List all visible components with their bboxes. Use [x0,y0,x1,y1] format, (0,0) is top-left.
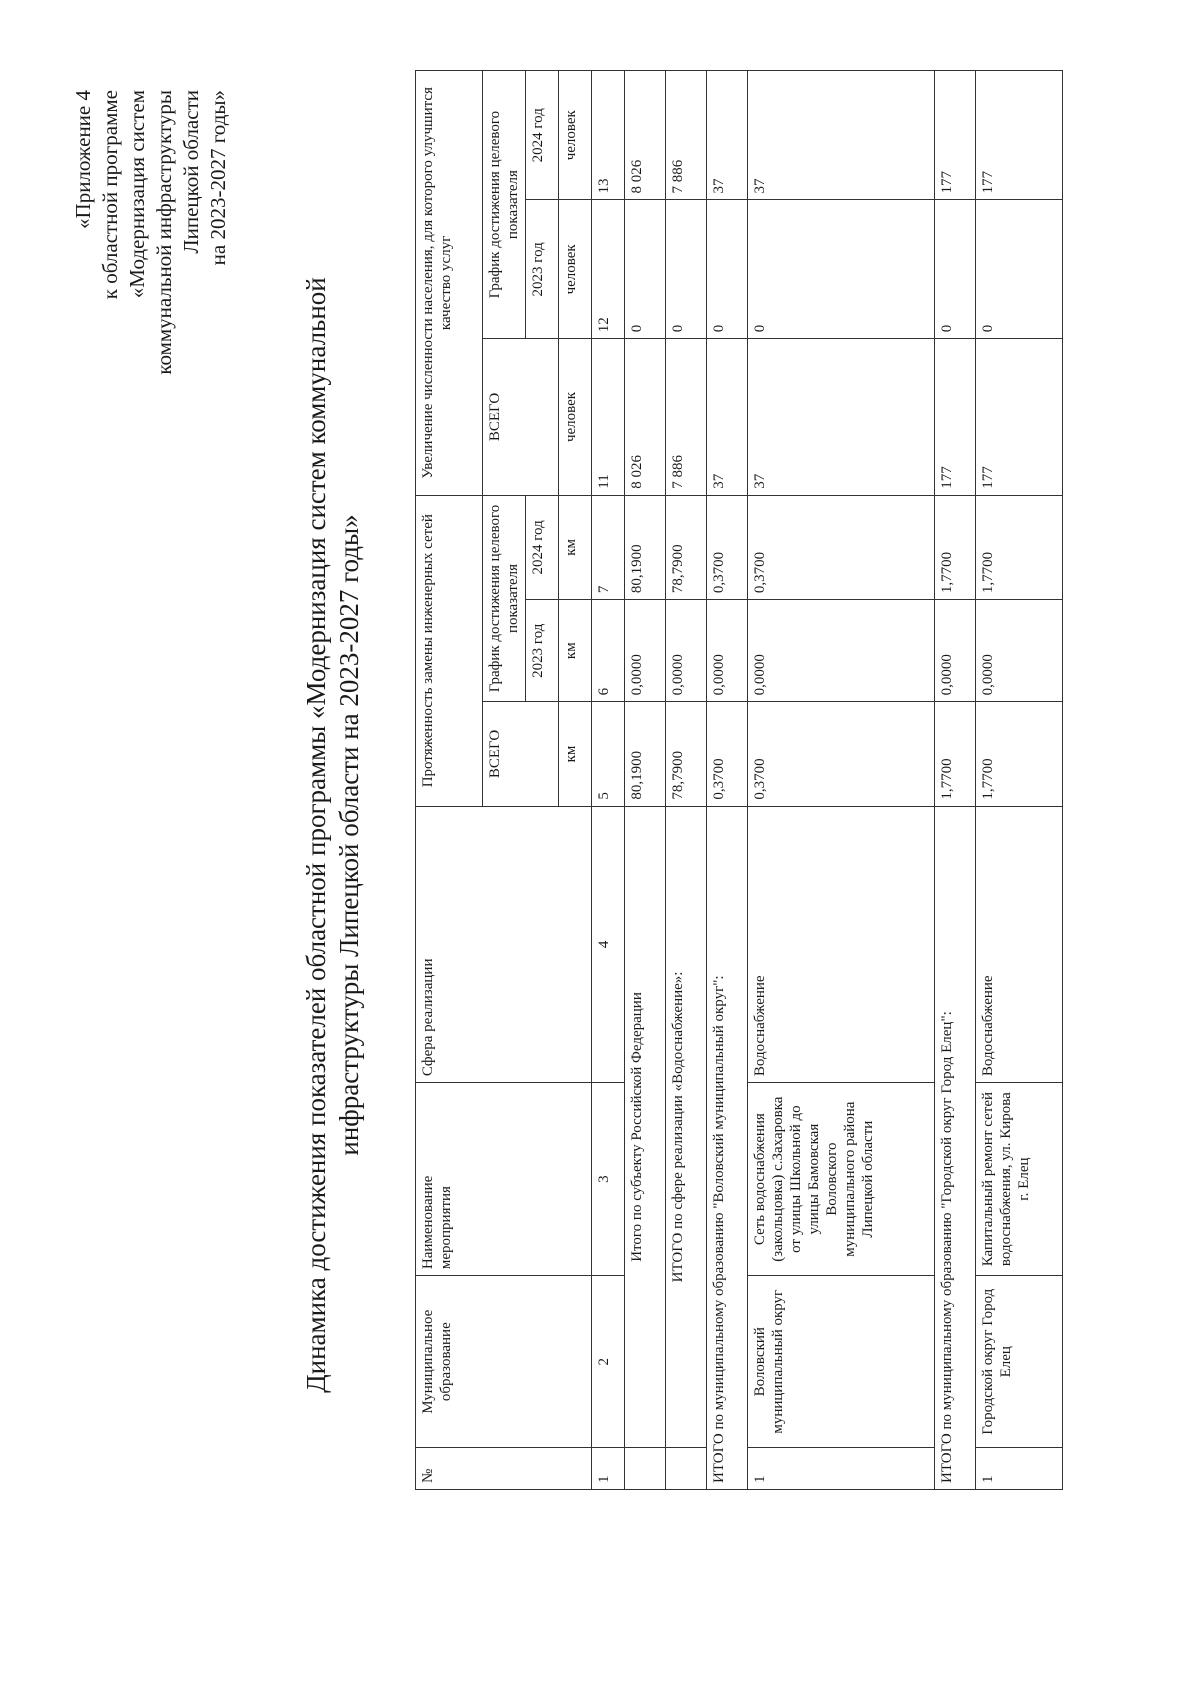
table-row [707,71,748,1490]
header-num: № [416,1448,592,1490]
column-number-row [592,71,625,1490]
indicators-table [415,70,1063,1490]
unit-people: человек [559,71,592,200]
header-length-2023: 2023 год [526,600,559,702]
cell-pop-2023: 0 [748,200,935,339]
row-sphere: Водоснабжение [748,806,935,1082]
header-length-total: ВСЕГО [483,702,559,806]
cell-length-2024: 78,7900 [666,495,707,599]
row-number: 1 [748,1448,935,1490]
appendix-line: «Приложение 4 [71,90,95,229]
cell-pop-2024: 177 [976,71,1063,200]
cell-length-2023: 0,0000 [625,600,666,702]
cell-length-2024: 0,3700 [707,495,748,599]
col-number: 1 [592,1448,625,1490]
cell-length-2023: 0,0000 [666,600,707,702]
header-population-group: Увеличение численности населения, для которого улучшится качество услуг [416,71,483,496]
col-number: 2 [592,1276,625,1448]
row-label: ИТОГО по сфере реализации «Водоснабжение»: [666,806,707,1448]
cell-pop-total: 37 [707,339,748,496]
cell-length-total: 1,7700 [935,702,976,806]
table-row [666,71,707,1490]
cell-length-2023: 0,0000 [935,600,976,702]
appendix-line: к областной программе [98,90,122,300]
cell-length-total: 0,3700 [748,702,935,806]
rotated-page [0,10,1200,1600]
cell-pop-2023: 0 [976,200,1063,339]
row-municipality: Воловский муниципальный округ [748,1276,935,1448]
cell-pop-2023: 0 [935,200,976,339]
header-pop-2024: 2024 год [526,71,559,200]
table-row [625,71,666,1490]
cell-length-2024: 1,7700 [935,495,976,599]
row-sphere: Водоснабжение [976,806,1063,1082]
col-number: 12 [592,200,625,339]
col-number: 7 [592,495,625,599]
col-number: 11 [592,339,625,496]
title-line-1: Динамика достижения показателей областной программы «Модернизация систем коммунальной [301,277,331,1393]
appendix-note [70,90,232,375]
row-number: 1 [976,1448,1063,1490]
cell-length-total: 1,7700 [976,702,1063,806]
cell-pop-2024: 7 886 [666,71,707,200]
header-pop-schedule: График достижения целевого показателя [483,71,526,339]
col-number: 3 [592,1083,625,1276]
appendix-line: коммунальной инфраструктуры [152,90,176,375]
header-sphere: Сфера реализации [416,806,592,1082]
row-municipality: Городской округ Город Елец [976,1276,1063,1448]
cell-pop-2024: 37 [707,71,748,200]
cell-pop-total: 7 886 [666,339,707,496]
title-line-2: инфраструктуры Липецкой области на 2023-2027 годы» [334,514,364,1156]
cell-pop-total: 37 [748,339,935,496]
cell-pop-2024: 37 [748,71,935,200]
cell-length-2023: 0,0000 [707,600,748,702]
cell-length-total: 78,7900 [666,702,707,806]
header-length-2024: 2024 год [526,495,559,599]
table-row [935,71,976,1490]
appendix-line: Липецкой области [179,90,203,254]
cell-length-2024: 0,3700 [748,495,935,599]
unit-km: км [559,495,592,599]
row-event: Сеть водоснабжения (закольцовка) с.Захаровка от улицы Школьной до улицы Бамовская Воловского муниципального района Липецкой области [748,1083,935,1276]
header-municipality: Муниципальное образование [416,1276,592,1448]
row-label: ИТОГО по муниципальному образованию "Городской округ Город Елец": [935,806,976,1489]
col-number: 13 [592,71,625,200]
cell-pop-2023: 0 [625,200,666,339]
cell-pop-total: 177 [935,339,976,496]
cell-length-2024: 80,1900 [625,495,666,599]
cell-pop-total: 8 026 [625,339,666,496]
table-row [976,71,1063,1490]
table-row [748,71,935,1490]
cell-pop-2024: 8 026 [625,71,666,200]
header-length-schedule: График достижения целевого показателя [483,495,526,702]
header-pop-total: ВСЕГО [483,339,559,496]
cell-pop-2024: 177 [935,71,976,200]
document-title [300,150,366,1520]
cell-pop-2023: 0 [666,200,707,339]
col-number: 6 [592,600,625,702]
cell-pop-total: 177 [976,339,1063,496]
row-label: Итого по субъекту Российской Федерации [625,806,666,1448]
row-label: ИТОГО по муниципальному образованию "Воловский муниципальный округ": [707,806,748,1489]
unit-people: человек [559,200,592,339]
cell-length-2023: 0,0000 [748,600,935,702]
cell-pop-2023: 0 [707,200,748,339]
cell-length-total: 80,1900 [625,702,666,806]
cell-length-2024: 1,7700 [976,495,1063,599]
unit-km: км [559,702,592,806]
header-pop-2023: 2023 год [526,200,559,339]
unit-people: человек [559,339,592,496]
col-number: 5 [592,702,625,806]
row-event: Капитальный ремонт сетей водоснабжения, ул. Кирова г. Елец [976,1083,1063,1276]
cell-length-total: 0,3700 [707,702,748,806]
col-number: 4 [592,806,625,1082]
appendix-line: на 2023-2027 годы» [206,90,230,266]
cell-length-2023: 0,0000 [976,600,1063,702]
header-length-group: Протяженность замены инженерных сетей [416,495,483,806]
appendix-line: «Модернизация систем [125,90,149,299]
header-event: Наименование мероприятия [416,1083,592,1276]
unit-km: км [559,600,592,702]
